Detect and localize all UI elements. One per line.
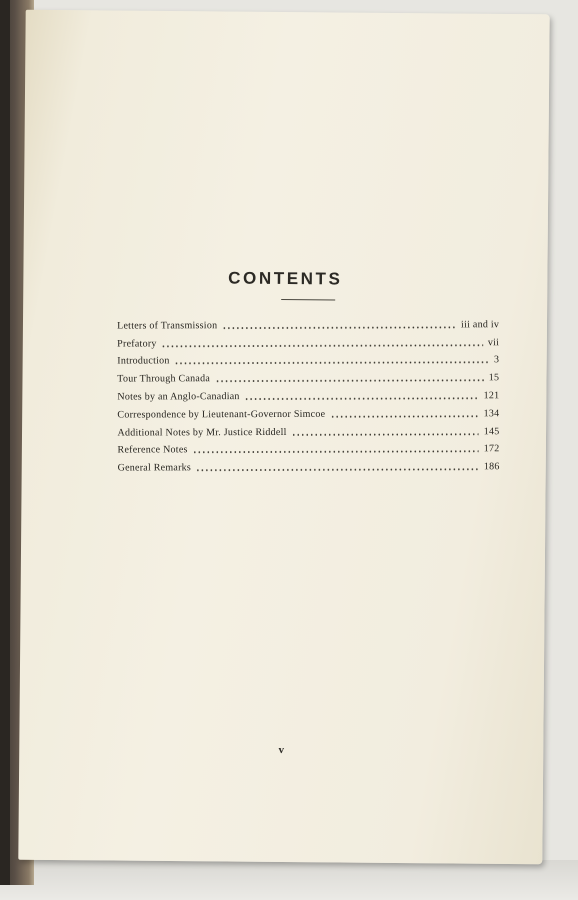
toc-entry: [117, 383, 499, 402]
toc-entry-label: General Remarks: [117, 462, 192, 474]
toc-entry: [117, 401, 499, 420]
toc-entry-page: 3: [493, 354, 500, 366]
leader-dots: [175, 362, 489, 365]
cover-spine-edge: [0, 0, 10, 885]
toc-entry-page: 15: [488, 372, 500, 384]
leader-dots: [162, 344, 483, 347]
toc-entry: [117, 330, 499, 349]
toc-entry-page: 134: [483, 407, 500, 420]
toc-entry: [117, 419, 499, 438]
toc-entry: [117, 348, 499, 367]
toc-entry: [117, 366, 499, 385]
title-divider: [281, 299, 335, 300]
book-page: [18, 10, 549, 865]
toc-entry-label: Tour Through Canada: [117, 373, 211, 385]
toc-entry-label: Letters of Transmission: [117, 319, 218, 332]
toc-entry-label: Additional Notes by Mr. Justice Riddell: [117, 426, 287, 439]
toc-entry-page: 186: [483, 461, 500, 473]
leader-dots: [196, 468, 479, 471]
toc-entry: [117, 312, 499, 331]
leader-dots: [215, 379, 484, 382]
page-number: v: [278, 743, 285, 757]
leader-dots: [193, 451, 479, 454]
page-title: CONTENTS: [228, 268, 343, 289]
toc-entry-label: Correspondence by Lieutenant-Governor Simcoe: [117, 408, 326, 421]
toc-entry-page: iii and iv: [461, 319, 500, 331]
toc-entry-label: Introduction: [117, 355, 170, 367]
leader-dots: [330, 415, 478, 418]
toc-entry-page: 145: [483, 425, 500, 437]
toc-entry-label: Notes by an Anglo-Canadian: [117, 391, 240, 403]
toc-entry-page: vii: [487, 336, 500, 348]
toc-entry-page: 172: [483, 443, 500, 455]
toc-entry-label: Reference Notes: [117, 444, 188, 456]
leader-dots: [245, 397, 479, 400]
leader-dots: [292, 433, 479, 436]
toc-entry: [118, 455, 500, 474]
toc-entry-page: 121: [483, 390, 500, 402]
leader-dots: [222, 326, 456, 329]
table-of-contents: [117, 312, 500, 474]
table-surface: [0, 860, 578, 900]
toc-entry-label: Prefatory: [117, 337, 157, 350]
toc-entry: [118, 437, 500, 456]
